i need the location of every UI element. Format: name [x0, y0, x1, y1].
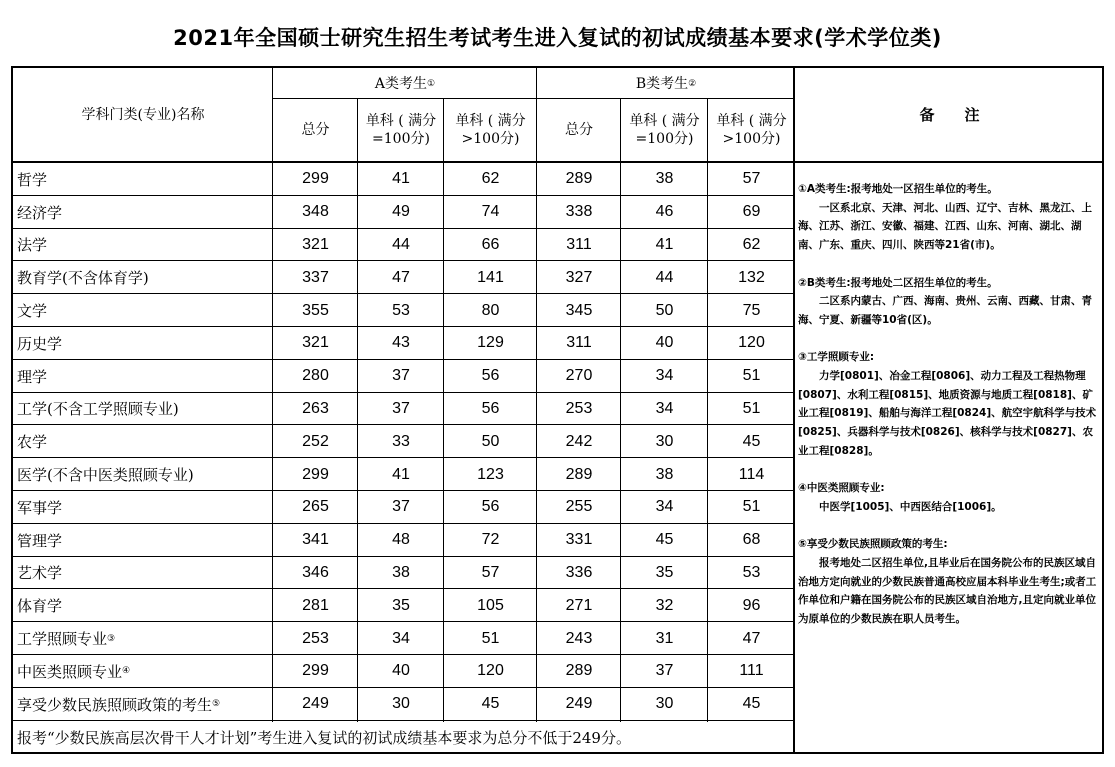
a-total-header: 总分	[301, 122, 330, 138]
score-cell: 51	[742, 367, 761, 385]
score-cell: 346	[302, 563, 329, 581]
score-cell: 38	[655, 170, 674, 188]
remark-note-body: 中医学[1005]、中西医结合[1006]。	[819, 500, 1002, 513]
score-cell: 345	[565, 301, 593, 319]
remark-note-body: 力学[0801]、冶金工程[0806]、动力工程及工程热物理[0807]、水利工程[0815]、地质资源与地质工程[0818]、矿业工程[0819]、船舶与海洋工程[0824]、航空宇航科学与技术[0825]、兵器科学与技术[0826]、核科学与技术[0827]、农业工程[0828]。	[798, 370, 1097, 457]
score-cell: 47	[742, 629, 761, 647]
score-cell: 252	[302, 432, 329, 450]
score-cell: 44	[392, 235, 410, 253]
score-cell: 41	[655, 235, 674, 253]
footnote-mark: ③	[107, 633, 116, 644]
score-cell: 41	[392, 465, 410, 483]
score-cell: 280	[302, 367, 329, 385]
spacer	[798, 255, 1098, 274]
subject-name	[13, 491, 273, 524]
score-cell: 56	[481, 367, 500, 385]
score-cell: 111	[739, 662, 764, 680]
score-cell: 120	[477, 662, 504, 680]
b-single-over-header	[708, 99, 795, 161]
subject-header: 学科门类(专业)名称	[81, 106, 205, 123]
score-cell: 45	[481, 695, 500, 713]
subject-name-text: 历史学	[17, 334, 63, 353]
subject-name-text: 军事学	[17, 498, 63, 517]
subject-name	[13, 557, 273, 590]
grid-line	[620, 99, 621, 722]
score-cell: 53	[392, 301, 410, 319]
score-cell: 30	[655, 432, 674, 450]
score-cell: 80	[481, 301, 500, 319]
subject-name	[13, 655, 273, 688]
subject-name-text: 管理学	[17, 531, 63, 550]
subject-name	[13, 524, 273, 557]
score-cell: 56	[481, 399, 500, 417]
score-cell: 38	[392, 563, 410, 581]
subject-name	[13, 688, 273, 721]
grid-line	[273, 98, 795, 99]
score-cell: 33	[392, 432, 410, 450]
subject-name-text: 工学(不含工学照顾专业)	[17, 400, 179, 419]
score-cell: 34	[392, 629, 410, 647]
score-cell: 62	[742, 235, 761, 253]
score-cell: 51	[742, 399, 761, 417]
subject-name	[13, 229, 273, 262]
subject-name-text: 中医类照顾专业	[17, 662, 123, 681]
score-cell: 50	[481, 432, 500, 450]
score-cell: 49	[392, 203, 410, 221]
score-cell: 34	[655, 367, 674, 385]
subject-name-text: 哲学	[17, 170, 48, 189]
subject-name	[13, 425, 273, 458]
score-cell: 34	[655, 498, 674, 516]
score-cell: 299	[302, 170, 329, 188]
score-cell: 30	[655, 695, 674, 713]
remark-note-head: ②B类考生:报考地处二区招生单位的考生。	[798, 276, 998, 289]
b-total-header: 总分	[565, 122, 593, 138]
score-cell: 51	[481, 629, 500, 647]
score-cell: 265	[302, 498, 329, 516]
score-cell: 37	[392, 367, 410, 385]
score-cell: 271	[565, 596, 593, 614]
score-cell: 338	[565, 203, 593, 221]
score-cell: 75	[742, 301, 761, 319]
score-cell: 72	[481, 531, 500, 549]
subject-name-text: 艺术学	[17, 564, 63, 583]
score-cell: 243	[565, 629, 593, 647]
remark-note-head: ①A类考生:报考地处一区招生单位的考生。	[798, 183, 998, 195]
score-cell: 249	[565, 695, 593, 713]
header-line: =100分)	[635, 131, 694, 147]
remark-note-head: ③工学照顾专业:	[798, 351, 875, 364]
subject-name-text: 理学	[17, 367, 48, 386]
subject-name-text: 体育学	[17, 597, 63, 616]
score-cell: 37	[392, 498, 410, 516]
subject-name	[13, 294, 273, 327]
subject-name-text: 法学	[17, 236, 48, 255]
score-cell: 35	[655, 563, 674, 581]
remark-note-head: ⑤享受少数民族照顾政策的考生:	[798, 538, 948, 551]
score-cell: 289	[565, 170, 593, 188]
score-cell: 337	[302, 268, 329, 286]
subject-name	[13, 589, 273, 622]
score-cell: 57	[481, 563, 500, 581]
score-cell: 281	[302, 596, 329, 614]
score-cell: 62	[481, 170, 500, 188]
score-cell: 51	[742, 498, 761, 516]
score-cell: 321	[302, 334, 329, 352]
score-cell: 341	[302, 531, 329, 549]
subject-name-text: 工学照顾专业	[17, 630, 108, 649]
score-cell: 321	[302, 235, 329, 253]
header-line: 单科 ( 满分	[629, 113, 700, 129]
score-cell: 253	[565, 399, 593, 417]
score-cell: 105	[477, 596, 504, 614]
remarks-header: 备注	[919, 106, 1010, 124]
subject-name	[13, 393, 273, 426]
group-b-mark: ②	[688, 78, 697, 89]
score-cell: 41	[392, 170, 410, 188]
score-cell: 299	[302, 662, 329, 680]
score-cell: 289	[565, 465, 593, 483]
score-cell: 66	[481, 235, 500, 253]
remarks-notes	[798, 180, 1098, 629]
score-cell: 56	[481, 498, 500, 516]
score-cell: 123	[477, 465, 504, 483]
grid-line	[272, 68, 273, 722]
score-cell: 45	[742, 432, 761, 450]
subject-name-text: 医学(不含中医类照顾专业)	[17, 466, 194, 485]
grid-line	[536, 68, 537, 722]
score-cell: 45	[655, 531, 674, 549]
score-cell: 45	[742, 695, 761, 713]
score-cell: 255	[565, 498, 593, 516]
remark-note	[798, 535, 1098, 629]
footnote-mark: ⑤	[212, 699, 221, 710]
score-cell: 311	[566, 334, 592, 352]
remark-note-body: 二区系内蒙古、广西、海南、贵州、云南、西藏、甘肃、青海、宁夏、新疆等10省(区)。	[798, 295, 1092, 326]
group-b-label: B类考生	[635, 75, 689, 92]
b-single-100-header	[621, 99, 708, 161]
remark-note	[798, 348, 1098, 460]
subject-name	[13, 360, 273, 393]
remark-note	[798, 180, 1098, 255]
subject-name	[13, 327, 273, 360]
score-cell: 74	[481, 203, 500, 221]
score-cell: 32	[655, 596, 674, 614]
header-line: =100分)	[372, 131, 430, 147]
score-cell: 48	[392, 531, 410, 549]
remark-note-body: 一区系北京、天津、河北、山西、辽宁、吉林、黑龙江、上海、江苏、浙江、安徽、福建、江西、山东、河南、湖北、湖南、广东、重庆、四川、陕西等21省(市)。	[798, 201, 1092, 252]
score-cell: 129	[477, 334, 504, 352]
score-cell: 37	[392, 399, 410, 417]
a-single-over-header	[444, 99, 537, 161]
score-cell: 331	[565, 531, 593, 549]
score-cell: 289	[565, 662, 593, 680]
remark-note	[798, 274, 1098, 330]
score-cell: 30	[392, 695, 410, 713]
score-cell: 37	[655, 662, 674, 680]
header-line: >100分)	[461, 131, 520, 147]
subject-name-text: 经济学	[17, 203, 63, 222]
group-a-mark: ①	[427, 78, 436, 89]
spacer	[798, 330, 1098, 349]
score-cell: 327	[565, 268, 593, 286]
score-cell: 44	[655, 268, 674, 286]
score-cell: 132	[738, 268, 765, 286]
score-cell: 35	[392, 596, 410, 614]
score-cell: 120	[738, 334, 765, 352]
score-cell: 43	[392, 334, 410, 352]
score-cell: 242	[565, 432, 593, 450]
score-cell: 34	[655, 399, 674, 417]
score-cell: 355	[302, 301, 329, 319]
subject-name	[13, 458, 273, 491]
footer-note: 报考“少数民族高层次骨干人才计划”考生进入复试的初试成绩基本要求为总分不低于249分。	[17, 729, 631, 747]
group-a-header	[273, 68, 537, 99]
footnote-mark: ④	[122, 666, 131, 677]
score-cell: 38	[655, 465, 674, 483]
score-cell: 336	[565, 563, 593, 581]
subject-name-text: 教育学(不含体育学)	[17, 269, 149, 288]
subject-name	[13, 622, 273, 655]
score-cell: 40	[392, 662, 410, 680]
score-cell: 270	[565, 367, 593, 385]
spacer	[798, 461, 1098, 480]
subject-name	[13, 163, 273, 196]
remark-note-body: 报考地处二区招生单位,且毕业后在国务院公布的民族区域自治地方定向就业的少数民族普通高校应届本科毕业生考生;或者工作单位和户籍在国务院公布的民族区域自治地方,且定向就业单位为原单位的少数民族在职人员考生。	[798, 557, 1097, 626]
remark-note-head: ④中医类照顾专业:	[798, 482, 885, 495]
score-cell: 46	[655, 203, 674, 221]
grid-line	[357, 99, 358, 722]
header-line: 单科 ( 满分	[455, 113, 526, 129]
score-cell: 57	[742, 170, 761, 188]
subject-name-text: 享受少数民族照顾政策的考生	[17, 695, 213, 714]
remark-note	[798, 479, 1098, 516]
score-cell: 40	[655, 334, 674, 352]
score-cell: 47	[392, 268, 410, 286]
group-a-label: A类考生	[374, 75, 428, 92]
score-cell: 114	[738, 465, 765, 483]
subject-name	[13, 196, 273, 229]
subject-name-text: 文学	[17, 302, 48, 321]
a-single-100-header	[358, 99, 444, 161]
score-cell: 53	[742, 563, 761, 581]
spacer	[798, 517, 1098, 536]
score-cell: 69	[742, 203, 761, 221]
header-line: 单科 ( 满分	[365, 113, 437, 129]
subject-name-text: 农学	[17, 433, 48, 452]
grid-line	[11, 720, 795, 721]
subject-name	[13, 261, 273, 294]
score-cell: 348	[302, 203, 329, 221]
score-cell: 50	[655, 301, 674, 319]
score-cell: 253	[302, 629, 329, 647]
grid-line	[707, 99, 708, 722]
score-cell: 68	[742, 531, 761, 549]
page-title: 2021年全国硕士研究生招生考试考生进入复试的初试成绩基本要求(学术学位类)	[173, 26, 942, 50]
group-b-header	[537, 68, 795, 99]
score-cell: 31	[655, 629, 674, 647]
header-line: >100分)	[722, 131, 781, 147]
score-cell: 96	[742, 596, 761, 614]
score-cell: 249	[302, 695, 329, 713]
header-line: 单科 ( 满分	[716, 113, 787, 129]
score-cell: 299	[302, 465, 329, 483]
score-cell: 141	[477, 268, 504, 286]
score-cell: 311	[566, 235, 592, 253]
score-cell: 263	[302, 399, 329, 417]
grid-line	[443, 99, 444, 722]
